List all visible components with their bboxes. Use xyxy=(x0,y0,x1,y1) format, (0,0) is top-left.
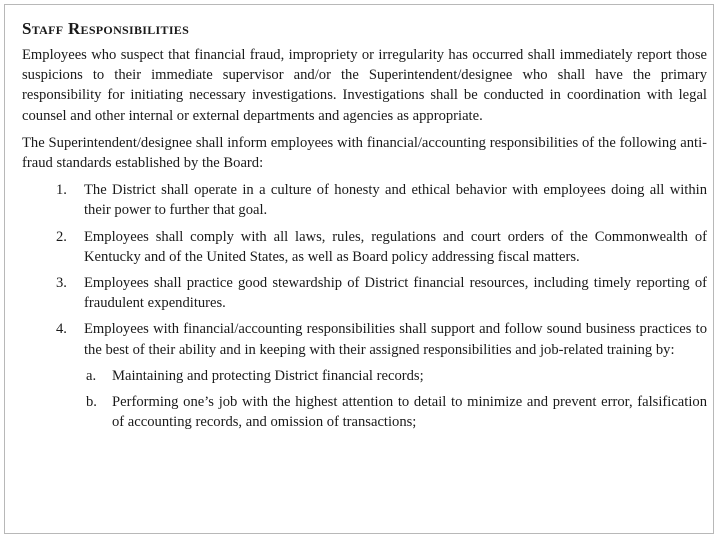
document-page xyxy=(4,4,714,534)
sub-item-a xyxy=(22,366,707,386)
standard-item-1 xyxy=(22,180,707,220)
standard-item-2 xyxy=(22,227,707,267)
standard-text: Employees shall comply with all laws, rules, regulations and court orders of the Commonwealth of Kentucky and of the United States, as well as Board policy addressing fiscal matters. xyxy=(84,228,707,265)
paragraph-standards-intro: The Superintendent/designee shall inform employees with financial/accounting responsibilities of the following anti-fraud standards established by the Board: xyxy=(22,134,707,172)
practices-sublist xyxy=(84,366,707,433)
sub-item-text: Performing one’s job with the highest attention to detail to minimize and prevent error, falsification of accounting records, and omission of transactions; xyxy=(112,394,707,431)
standard-item-4 xyxy=(22,319,707,432)
sub-item-text: Maintaining and protecting District financial records; xyxy=(112,367,424,384)
standard-number: 4. xyxy=(56,321,67,338)
standard-number: 3. xyxy=(56,275,67,292)
standard-number: 1. xyxy=(56,182,67,199)
standard-number: 2. xyxy=(56,228,67,245)
standard-text: The District shall operate in a culture of honesty and ethical behavior with employees doing all within their power to further that goal. xyxy=(84,182,707,219)
document-content xyxy=(22,19,707,438)
paragraph-reporting: Employees who suspect that financial fraud, impropriety or irregularity has occurred shall immediately report those suspicions to their immediate supervisor and/or the Superintendent/designee who shall have the primary responsibility for initiating necessary investigations. Investigations shall be conducted in coordination with legal counsel and other internal or external departments and agencies as appropriate. xyxy=(22,47,707,124)
section-heading: Staff Responsibilities xyxy=(22,19,190,38)
standard-text: Employees with financial/accounting responsibilities shall support and follow sound business practices to the best of their ability and in keeping with their assigned responsibilities and job-related training by: xyxy=(84,321,707,358)
sub-item-b xyxy=(22,392,707,432)
sub-item-letter: a. xyxy=(86,367,97,384)
standard-text: Employees shall practice good stewardship of District financial resources, including timely reporting of fraudulent expenditures. xyxy=(84,275,707,312)
sub-item-letter: b. xyxy=(86,394,97,411)
standard-item-3 xyxy=(22,273,707,313)
anti-fraud-standards-list xyxy=(22,180,707,432)
